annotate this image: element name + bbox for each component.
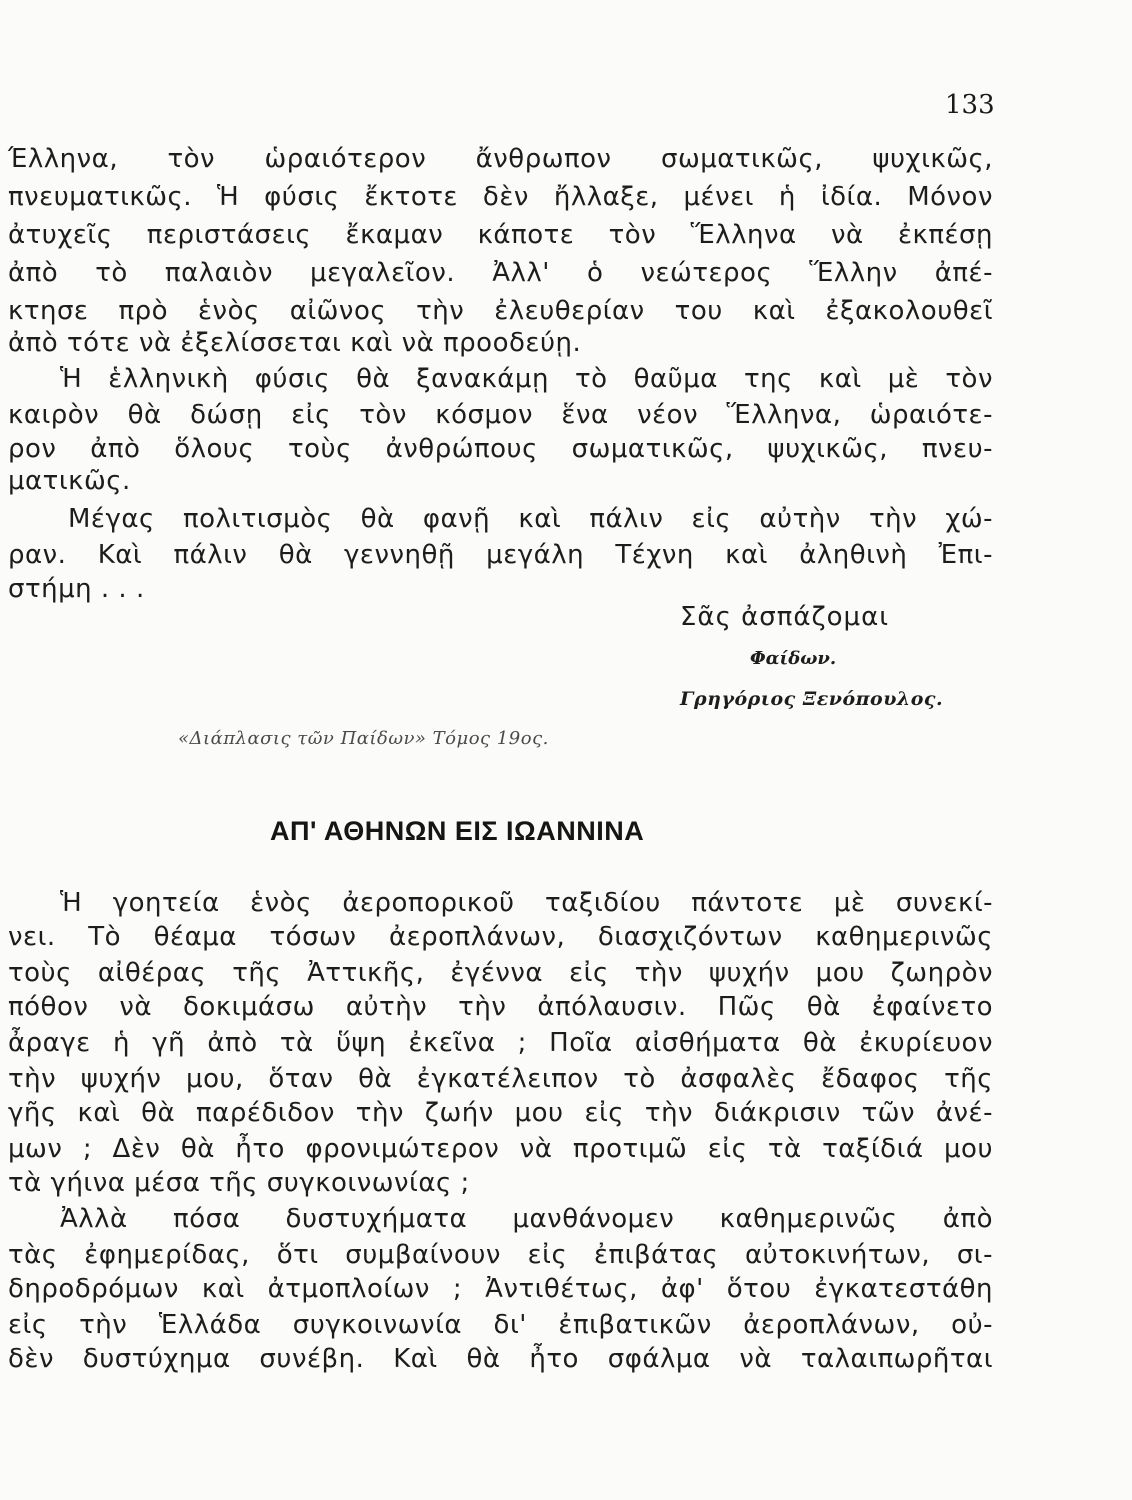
letter-line: ρον ἀπὸ ὅλους τοὺς ἀνθρώπους σωματικῶς, ψυχικῶς, πνευ-: [8, 434, 993, 464]
article-line: μων ; Δὲν θὰ ἦτο φρονιμώτερον νὰ προτιμῶ εἰς τὰ ταξίδιά μου: [8, 1134, 993, 1164]
article-line: Ἀλλὰ πόσα δυστυχήματα μανθάνομεν καθημερινῶς ἀπὸ: [60, 1204, 993, 1234]
signature-author: Γρηγόριος Ξενόπουλος.: [680, 688, 944, 710]
article-line: τοὺς αἰθέρας τῆς Ἀττικῆς, ἐγέννα εἰς τὴν ψυχήν μου ζωηρὸν: [8, 958, 993, 988]
article-line: γῆς καὶ θὰ παρέδιδον τὴν ζωήν μου εἰς τὴν διάκρισιν τῶν ἀνέ-: [8, 1098, 993, 1128]
article-line: τὰ γήινα μέσα τῆς συγκοινωνίας ;: [8, 1168, 470, 1198]
letter-line: ἀτυχεῖς περιστάσεις ἔκαμαν κάποτε τὸν Ἕλληνα νὰ ἐκπέσῃ: [8, 220, 993, 250]
letter-line: Έλληνα, τὸν ὡραιότερον ἄνθρωπον σωματικῶς, ψυχικῶς,: [8, 144, 993, 174]
article-line: εἰς τὴν Ἑλλάδα συγκοινωνία δι' ἐπιβατικῶν ἀεροπλάνων, οὐ-: [8, 1310, 993, 1340]
letter-line: ματικῶς.: [8, 466, 131, 496]
letter-line: πνευματικῶς. Ἡ φύσις ἔκτοτε δὲν ἤλλαξε, μένει ἡ ἰδία. Μόνον: [8, 182, 993, 212]
article-title: ΑΠ' ΑΘΗΝΩΝ ΕΙΣ ΙΩΑΝΝΙΝΑ: [270, 816, 645, 846]
article-line: δηροδρόμων καὶ ἀτμοπλοίων ; Ἀντιθέτως, ἀφ' ὅτου ἐγκατεστάθη: [8, 1274, 993, 1304]
letter-line: κτησε πρὸ ἑνὸς αἰῶνος τὴν ἐλευθερίαν του καὶ ἐξακολουθεῖ: [8, 296, 993, 326]
article-line: ἆραγε ἡ γῆ ἀπὸ τὰ ὕψη ἐκεῖνα ; Ποῖα αἰσθήματα θὰ ἐκυρίευον: [8, 1028, 993, 1058]
letter-line: καιρὸν θὰ δώσῃ εἰς τὸν κόσμον ἕνα νέον Ἕλληνα, ὡραιότε-: [8, 400, 993, 430]
signature-name: Φαίδων.: [750, 648, 837, 669]
letter-closing: Σᾶς ἀσπάζομαι: [680, 602, 890, 632]
letter-line: Ἡ ἑλληνικὴ φύσις θὰ ξανακάμῃ τὸ θαῦμα της καὶ μὲ τὸν: [60, 364, 993, 394]
letter-line: ραν. Καὶ πάλιν θὰ γεννηθῇ μεγάλη Τέχνη καὶ ἀληθινὴ Ἐπι-: [8, 540, 993, 570]
source-citation: «Διάπλασις τῶν Παίδων» Τόμος 19ος.: [178, 728, 549, 749]
article-line: πόθον νὰ δοκιμάσω αὐτὴν τὴν ἀπόλαυσιν. Πῶς θὰ ἐφαίνετο: [8, 992, 993, 1022]
letter-line: ἀπὸ τὸ παλαιὸν μεγαλεῖον. Ἀλλ' ὁ νεώτερος Ἕλλην ἀπέ-: [8, 258, 993, 288]
article-line: τὴν ψυχήν μου, ὅταν θὰ ἐγκατέλειπον τὸ ἀσφαλὲς ἔδαφος τῆς: [8, 1064, 993, 1094]
letter-line: στήμη . . .: [8, 574, 145, 604]
letter-line: ἀπὸ τότε νὰ ἐξελίσσεται καὶ νὰ προοδεύῃ.: [8, 328, 582, 358]
article-line: δὲν δυστύχημα συνέβη. Καὶ θὰ ἦτο σφάλμα νὰ ταλαιπωρῆται: [8, 1344, 993, 1374]
article-line: Ἡ γοητεία ἑνὸς ἀεροπορικοῦ ταξιδίου πάντοτε μὲ συνεκί-: [60, 888, 993, 918]
letter-line: Μέγας πολιτισμὸς θὰ φανῇ καὶ πάλιν εἰς αὐτὴν τὴν χώ-: [68, 504, 993, 534]
page-number: 133: [945, 90, 995, 120]
article-line: τὰς ἐφημερίδας, ὅτι συμβαίνουν εἰς ἐπιβάτας αὐτοκινήτων, σι-: [8, 1240, 993, 1270]
article-line: νει. Τὸ θέαμα τόσων ἀεροπλάνων, διασχιζόντων καθημερινῶς: [8, 922, 993, 952]
